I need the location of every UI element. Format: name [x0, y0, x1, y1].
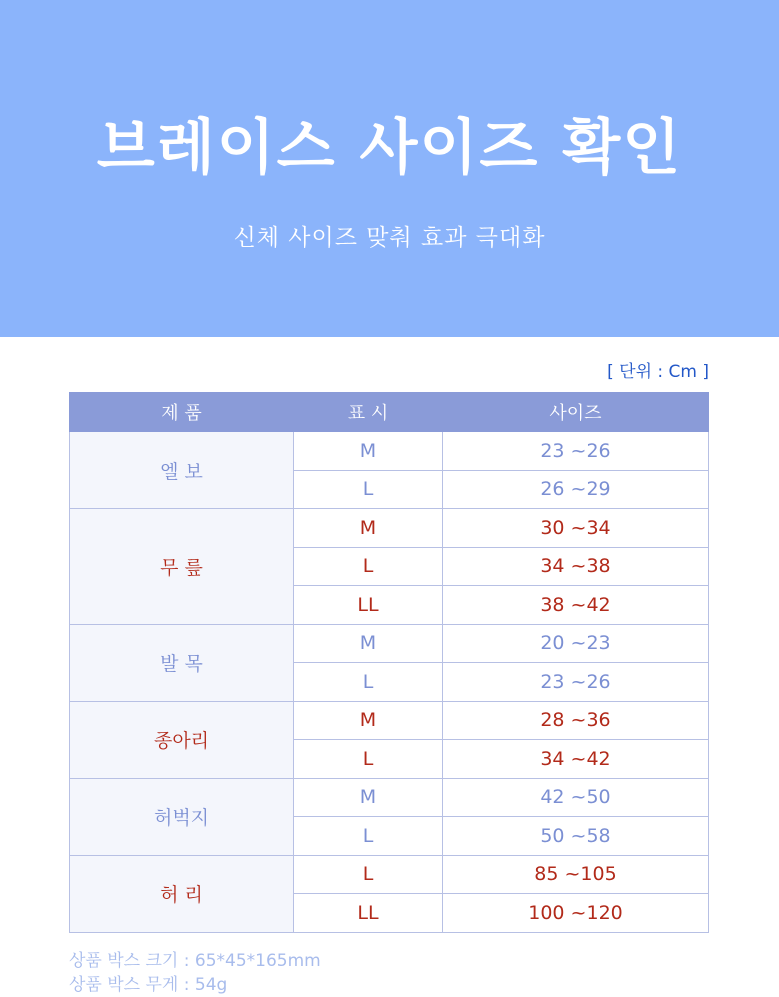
page-title: 브레이스 사이즈 확인 [96, 113, 683, 183]
product-cell: 무 릎 [70, 509, 294, 625]
table-row [70, 509, 709, 548]
mark-cell: M [294, 509, 443, 548]
table-row [70, 432, 709, 471]
size-cell: 50 ~58 [443, 817, 709, 856]
size-cell: 30 ~34 [443, 509, 709, 548]
mark-cell: L [294, 817, 443, 856]
mark-cell: LL [294, 586, 443, 625]
product-cell: 허 리 [70, 855, 294, 932]
header-size: 사이즈 [443, 393, 709, 432]
size-table [69, 392, 709, 933]
unit-label: [ 단위 : Cm ] [607, 362, 709, 382]
table-row [70, 778, 709, 817]
table-row [70, 701, 709, 740]
hero-banner [0, 0, 779, 337]
mark-cell: L [294, 740, 443, 779]
size-cell: 34 ~42 [443, 740, 709, 779]
mark-cell: L [294, 855, 443, 894]
table-row [70, 624, 709, 663]
mark-cell: L [294, 547, 443, 586]
size-cell: 26 ~29 [443, 470, 709, 509]
header-product: 제 품 [70, 393, 294, 432]
size-cell: 28 ~36 [443, 701, 709, 740]
mark-cell: M [294, 778, 443, 817]
package-info [69, 949, 321, 997]
product-cell: 종아리 [70, 701, 294, 778]
size-cell: 20 ~23 [443, 624, 709, 663]
box-weight-text: 상품 박스 무게 : 54g [69, 975, 228, 995]
mark-cell: L [294, 663, 443, 702]
mark-cell: M [294, 432, 443, 471]
product-cell: 발 목 [70, 624, 294, 701]
size-cell: 23 ~26 [443, 432, 709, 471]
mark-cell: M [294, 701, 443, 740]
size-cell: 34 ~38 [443, 547, 709, 586]
mark-cell: L [294, 470, 443, 509]
size-cell: 42 ~50 [443, 778, 709, 817]
product-cell: 엘 보 [70, 432, 294, 509]
table-row [70, 855, 709, 894]
size-cell: 38 ~42 [443, 586, 709, 625]
product-cell: 허벅지 [70, 778, 294, 855]
page-subtitle: 신체 사이즈 맞춰 효과 극대화 [233, 225, 546, 251]
table-header-row [70, 393, 709, 432]
header-mark: 표 시 [294, 393, 443, 432]
mark-cell: LL [294, 894, 443, 933]
size-cell: 85 ~105 [443, 855, 709, 894]
size-cell: 23 ~26 [443, 663, 709, 702]
size-cell: 100 ~120 [443, 894, 709, 933]
box-size-text: 상품 박스 크기 : 65*45*165mm [69, 951, 321, 971]
mark-cell: M [294, 624, 443, 663]
